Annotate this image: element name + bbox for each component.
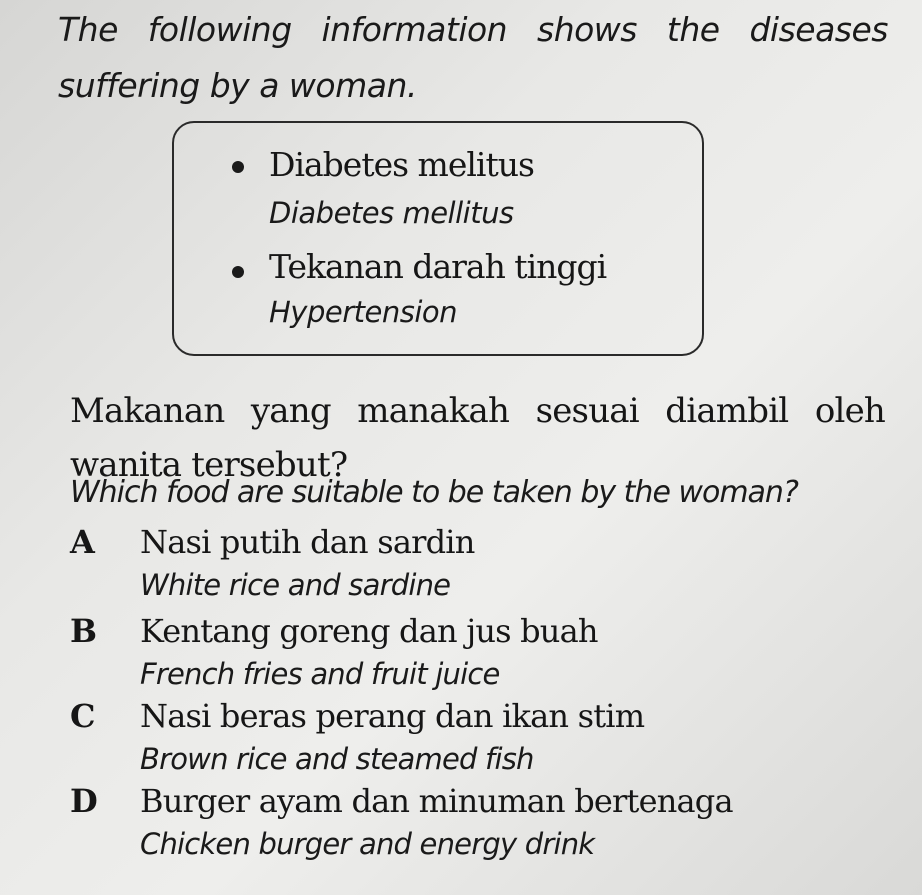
option-text-ms: Nasi beras perang dan ikan stim (140, 697, 645, 735)
option-letter: A (70, 523, 95, 561)
option-text-ms: Burger ayam dan minuman bertenaga (140, 782, 733, 820)
disease-name-en: Diabetes mellitus (269, 196, 514, 230)
intro-text (58, 2, 888, 114)
option-text-en: Brown rice and steamed fish (140, 742, 534, 776)
option-letter: C (70, 697, 96, 735)
disease-name-ms: Diabetes melitus (269, 145, 534, 184)
question-english: Which food are suitable to be taken by the woman? (70, 475, 798, 510)
question-ms-line-1: Makanan yang manakah sesuai diambil oleh (70, 391, 885, 431)
disease-name-en: Hypertension (269, 295, 458, 329)
option-text-en: White rice and sardine (140, 568, 451, 602)
option-text-en: French fries and fruit juice (140, 657, 500, 691)
bullet-icon (232, 266, 244, 278)
option-text-ms: Nasi putih dan sardin (140, 523, 475, 561)
bullet-icon (232, 161, 244, 173)
question-ms-line-2: wanita tersebut? (70, 445, 348, 485)
disease-info-box (172, 121, 704, 356)
intro-line-1: The following information shows the diseases (58, 10, 888, 49)
option-letter: D (70, 782, 98, 820)
disease-name-ms: Tekanan darah tinggi (269, 247, 607, 286)
option-text-ms: Kentang goreng dan jus buah (140, 612, 598, 650)
option-text-en: Chicken burger and energy drink (140, 827, 595, 861)
option-letter: B (70, 612, 98, 650)
intro-line-2: suffering by a woman. (58, 66, 417, 105)
